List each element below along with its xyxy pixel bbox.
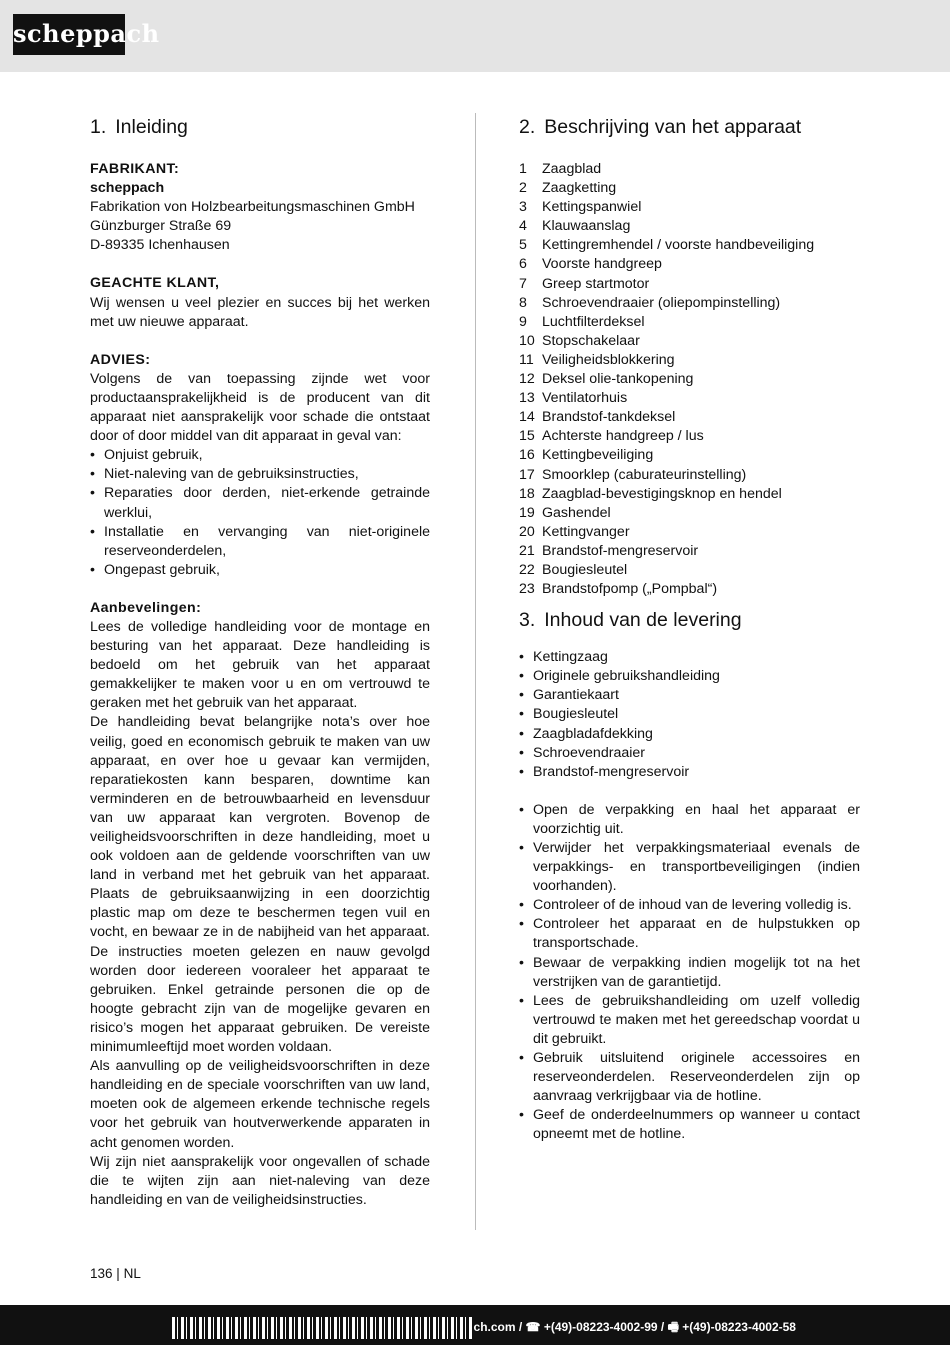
section-number: 2. (519, 116, 536, 138)
section-number: 1. (90, 116, 107, 138)
part-item (519, 389, 860, 408)
list-item: • Controleer of de inhoud van de levering volledig is. (519, 896, 860, 915)
part-number: 11 (519, 351, 534, 368)
part-item (519, 466, 860, 485)
part-item (519, 370, 860, 389)
part-label: Zaagblad-bevestigingsknop en hendel (542, 485, 782, 502)
footer-contact (172, 1317, 796, 1339)
part-label: Kettingspanwiel (542, 199, 642, 216)
recommendations-label: Aanbevelingen: (90, 599, 202, 616)
section-2-heading (519, 115, 860, 139)
part-number: 1 (519, 161, 527, 177)
advice-list (90, 446, 430, 580)
part-label: Smoorklep (caburateurinstelling) (542, 466, 747, 483)
section-1-heading (90, 115, 430, 139)
list-item: • Originele gebruikshandleiding (519, 667, 860, 686)
part-number: 22 (519, 561, 535, 578)
part-item (519, 542, 860, 561)
part-label: Kettingremhendel / voorste handbeveiliging (542, 237, 815, 254)
parts-list (519, 160, 860, 599)
part-item (519, 561, 860, 580)
part-label: Brandstofpomp („Pompbal“) (542, 581, 718, 598)
list-item: • Garantiekaart (519, 686, 860, 705)
manufacturer-company: scheppach (90, 180, 165, 197)
list-item: • Geef de onderdeelnummers op wanneer u contact opneemt met de hotline. (519, 1106, 860, 1144)
advice-text: Volgens de van toepassing zijnde wet voor productaansprakelijkheid is de producent van dit apparaat niet aansprakelijk voor schade die ontstaat door of door middel van dit apparaat in geval van: (90, 370, 430, 445)
list-item: • Onjuist gebruik, (90, 446, 430, 465)
part-label: Brandstof-mengreservoir (542, 542, 699, 559)
part-number: 23 (519, 581, 535, 598)
list-item: • Open de verpakking en haal het apparaat er voorzichtig uit. (519, 801, 860, 839)
list-item: • Lees de gebruikshandleiding om uzelf volledig vertrouwd te maken met het gereedschap voordat u dit gebruikt. (519, 992, 860, 1049)
part-item (519, 351, 860, 370)
right-column (519, 115, 860, 1145)
part-number: 4 (519, 218, 527, 235)
part-label: Schroevendraaier (oliepompinstelling) (542, 294, 781, 311)
section-number: 3. (519, 609, 536, 632)
part-number: 3 (519, 199, 527, 216)
part-number: 17 (519, 466, 535, 483)
delivery-list (519, 648, 860, 782)
part-number: 21 (519, 542, 535, 559)
left-column (90, 115, 430, 1210)
manufacturer-line: Günzburger Straße 69 (90, 218, 232, 235)
recommendations-paragraph: Als aanvulling op de veiligheidsvoorschriften in deze handleiding en de speciale voorschriften van uw land, moeten ook de algemeen erkende technische regels voor het gebruik van houtverwerkende apparaten in acht genomen worden. (90, 1058, 430, 1151)
part-item (519, 485, 860, 504)
part-number: 14 (519, 409, 535, 426)
part-label: Kettingbeveiliging (542, 447, 654, 464)
part-label: Voorste handgreep (542, 256, 662, 273)
section-title: Inleiding (115, 116, 188, 138)
brand-logo: scheppach (13, 14, 125, 55)
part-item (519, 160, 860, 179)
customer-text: Wij wensen u veel plezier en succes bij het werken met uw nieuwe apparaat. (90, 294, 430, 330)
part-number: 6 (519, 256, 527, 273)
list-item: • Zaagbladafdekking (519, 725, 860, 744)
list-item: • Verwijder het verpakkingsmateriaal evenals de verpakkings- en transportbeveiligingen (indien voorhanden). (519, 839, 860, 896)
list-item: • Controleer het apparaat en de hulpstukken op transportschade. (519, 915, 860, 953)
part-number: 9 (519, 313, 527, 330)
page-number-value: 136 (90, 1266, 113, 1281)
part-number: 20 (519, 523, 535, 540)
part-number: 5 (519, 237, 527, 254)
manufacturer-label: FABRIKANT: (90, 161, 180, 177)
footer-barcode (172, 1317, 472, 1339)
list-item: • Installatie en vervanging van niet-originele reserveonderdelen, (90, 523, 430, 561)
part-label: Klauwaanslag (542, 218, 631, 235)
list-item: • Kettingzaag (519, 648, 860, 667)
part-item (519, 255, 860, 274)
part-item (519, 427, 860, 446)
part-number: 16 (519, 447, 535, 464)
list-item: • Reparaties door derden, niet-erkende getrainde werklui, (90, 484, 430, 522)
part-label: Luchtfilterdeksel (542, 313, 645, 330)
part-label: Gashendel (542, 504, 611, 521)
customer-label: GEACHTE KLANT, (90, 275, 220, 292)
part-label: Achterste handgreep / lus (542, 428, 704, 445)
page-language: NL (123, 1266, 141, 1281)
list-item: • Gebruik uitsluitend originele accessoires en reserveonderdelen. Reserveonderdelen zijn op aanvraag verkrijgbaar via de hotline. (519, 1049, 860, 1106)
part-item (519, 313, 860, 332)
part-number: 13 (519, 390, 535, 407)
part-label: Ventilatorhuis (542, 390, 628, 407)
recommendations-paragraph: Wij zijn niet aansprakelijk voor ongevallen of schade die te wijten zijn aan niet-naleving van deze handleiding en van de veiligheidsinstructies. (90, 1153, 430, 1208)
manufacturer-line: D-89335 Ichenhausen (90, 237, 230, 254)
page-number: 136 | NL (90, 1266, 141, 1281)
part-label: Greep startmotor (542, 275, 650, 292)
part-item (519, 446, 860, 465)
section-title: Inhoud van de levering (544, 609, 742, 632)
page-header (0, 0, 950, 72)
column-divider (475, 113, 476, 1230)
part-label: Stopschakelaar (542, 332, 640, 349)
part-number: 7 (519, 275, 527, 292)
list-item: • Schroevendraaier (519, 744, 860, 763)
section-title: Beschrijving van het apparaat (544, 116, 802, 138)
list-item: • Brandstof-mengreservoir (519, 763, 860, 782)
part-number: 15 (519, 428, 535, 445)
part-item (519, 294, 860, 313)
manufacturer-line: Fabrikation von Holzbearbeitungsmaschinen GmbH (90, 199, 415, 216)
recommendations-paragraph: Lees de volledige handleiding voor de montage en besturing van het apparaat. Deze handleiding is bedoeld om het gebruik van het apparaat gemakkelijker te maken voor u en om vertrouwd te geraken met het gebruik van het apparaat. (90, 618, 430, 712)
part-label: Deksel olie-tankopening (542, 371, 694, 388)
list-item: • Bougiesleutel (519, 705, 860, 724)
part-number: 18 (519, 485, 535, 502)
steps-list (519, 801, 860, 1145)
part-label: Brandstof-tankdeksel (542, 409, 676, 426)
part-number: 10 (519, 332, 535, 349)
part-number: 19 (519, 504, 535, 521)
part-item (519, 580, 860, 599)
part-number: 12 (519, 371, 535, 388)
section-3-heading (519, 608, 860, 632)
part-label: Zaagblad (542, 161, 602, 177)
part-label: Bougiesleutel (542, 561, 628, 578)
part-number: 8 (519, 294, 527, 311)
page-footer (0, 1305, 950, 1345)
part-item (519, 217, 860, 236)
footer-contact-text: ch.com / ☎ +(49)-08223-4002-99 / 🖷 +(49)-08223-4002-58 (473, 1320, 796, 1335)
part-item (519, 523, 860, 542)
part-item (519, 179, 860, 198)
part-item (519, 504, 860, 523)
list-item: • Bewaar de verpakking indien mogelijk tot na het verstrijken van de garantietijd. (519, 954, 860, 992)
part-item (519, 408, 860, 427)
part-label: Veiligheidsblokkering (542, 351, 675, 368)
recommendations-paragraph: De handleiding bevat belangrijke nota’s over hoe veilig, goed en economisch gebruik te maken van uw apparaat, en over hoe u gevaar kan vermijden, reparatiekosten kann besparen, downtime kan verminderen en de betrouwbaarheid en levensduur van uw apparaat kan vergroten. Bovenop de veiligheidsvoorschriften in deze handleiding, moet u ook voldoen aan de geldende voorschriften van uw land in verband met het gebruik van het apparaat. Plaats de gebruiksaanwijzing in een doorzichtig plastic map om deze te beschermen tegen vuil en vocht, en bewaar ze in de nabijheid van het apparaat. De instructies moeten gelezen en nauw gevolgd worden door iedereen vooraleer het apparaat te gebruiken. Enkel getrainde personen die op de hoogte gebracht zijn van de mogelijke gevaren en risico’s mogen het apparaat gebruiken. De vereiste minimumleeftijd moet worden voldaan. (90, 714, 430, 1056)
part-number: 2 (519, 180, 527, 197)
advice-label: ADVIES: (90, 351, 151, 368)
part-item (519, 236, 860, 255)
part-label: Kettingvanger (542, 523, 630, 540)
list-item: • Niet-naleving van de gebruiksinstructies, (90, 465, 430, 484)
part-item (519, 198, 860, 217)
list-item: • Ongepast gebruik, (90, 561, 430, 580)
part-item (519, 275, 860, 294)
part-item (519, 332, 860, 351)
part-label: Zaagketting (542, 180, 617, 197)
